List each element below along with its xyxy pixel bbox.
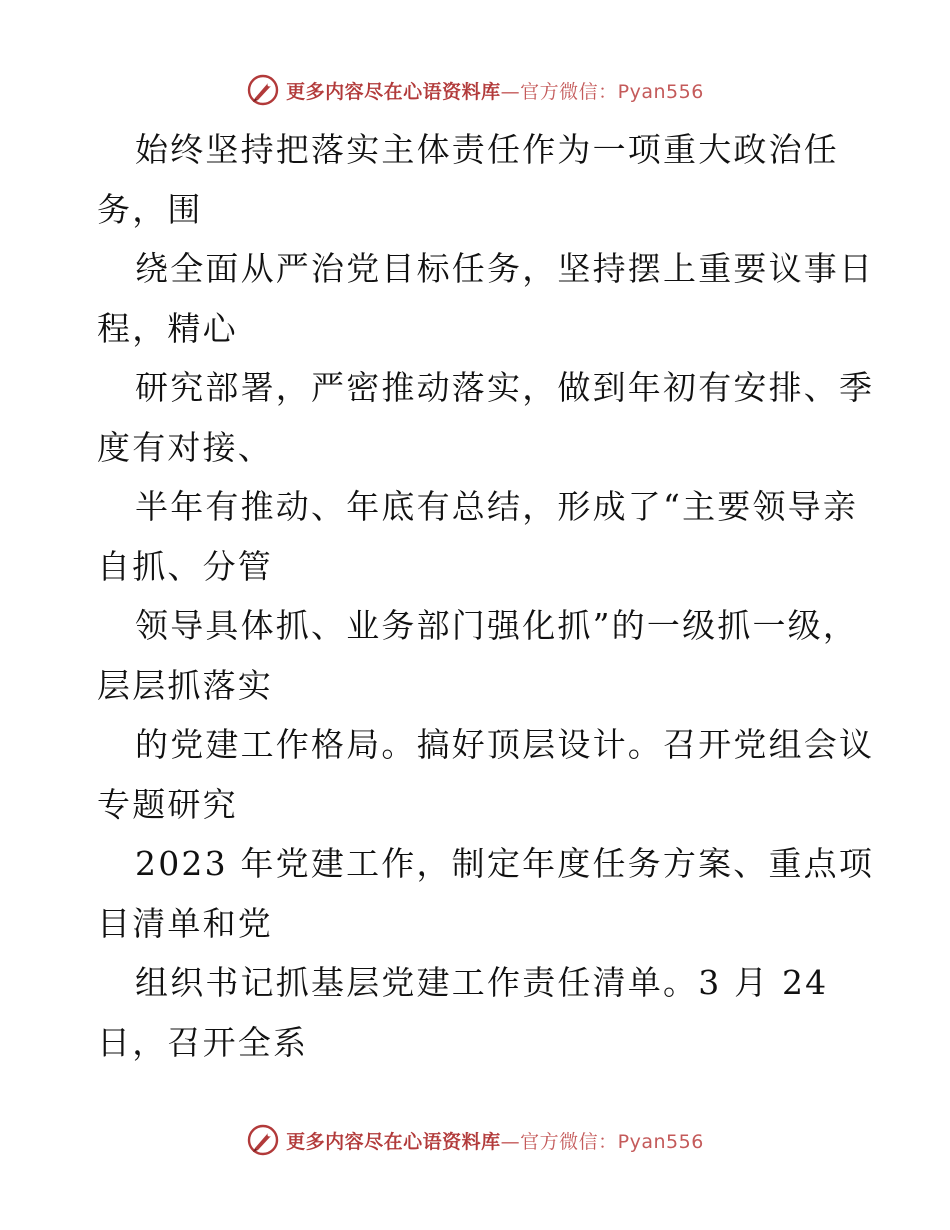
body-line: 专题研究: [97, 784, 238, 824]
pen-nib-logo-icon: [246, 73, 280, 107]
body-line: 组织书记抓基层党建工作责任清单。3 月 24: [135, 963, 829, 1002]
body-line: 领导具体抓、业务部门强化抓”的一级抓一级，: [135, 606, 859, 645]
pen-nib-logo-icon: [246, 1123, 280, 1157]
watermark-separator: —: [500, 1130, 521, 1153]
body-line: 自抓、分管: [97, 546, 273, 586]
watermark-main-text: 更多内容尽在心语资料库: [286, 1130, 501, 1153]
body-line: 务，围: [97, 189, 203, 229]
header-watermark: [0, 70, 950, 110]
footer-watermark: [0, 1120, 950, 1160]
body-line: 程，精心: [97, 308, 238, 348]
body-line: 度有对接、: [97, 427, 273, 467]
body-line: 2023 年党建工作，制定年度任务方案、重点项: [135, 844, 875, 883]
body-line: 的党建工作格局。搞好顶层设计。召开党组会议: [135, 725, 875, 764]
document-body: [97, 120, 875, 1072]
body-line: 目清单和党: [97, 903, 273, 943]
body-line: 半年有推动、年底有总结，形成了“主要领导亲: [135, 487, 859, 526]
body-line: 绕全面从严治党目标任务，坚持摆上重要议事日: [135, 249, 875, 288]
watermark-wechat-text: 官方微信：Pyan556: [520, 80, 704, 103]
watermark-separator: —: [500, 80, 521, 103]
body-line: 层层抓落实: [97, 665, 273, 705]
body-line: 日，召开全系: [97, 1022, 309, 1062]
watermark-wechat-text: 官方微信：Pyan556: [520, 1130, 704, 1153]
watermark-main-text: 更多内容尽在心语资料库: [286, 80, 501, 103]
body-line: 研究部署，严密推动落实，做到年初有安排、季: [135, 368, 875, 407]
body-line: 始终坚持把落实主体责任作为一项重大政治任: [135, 130, 839, 169]
